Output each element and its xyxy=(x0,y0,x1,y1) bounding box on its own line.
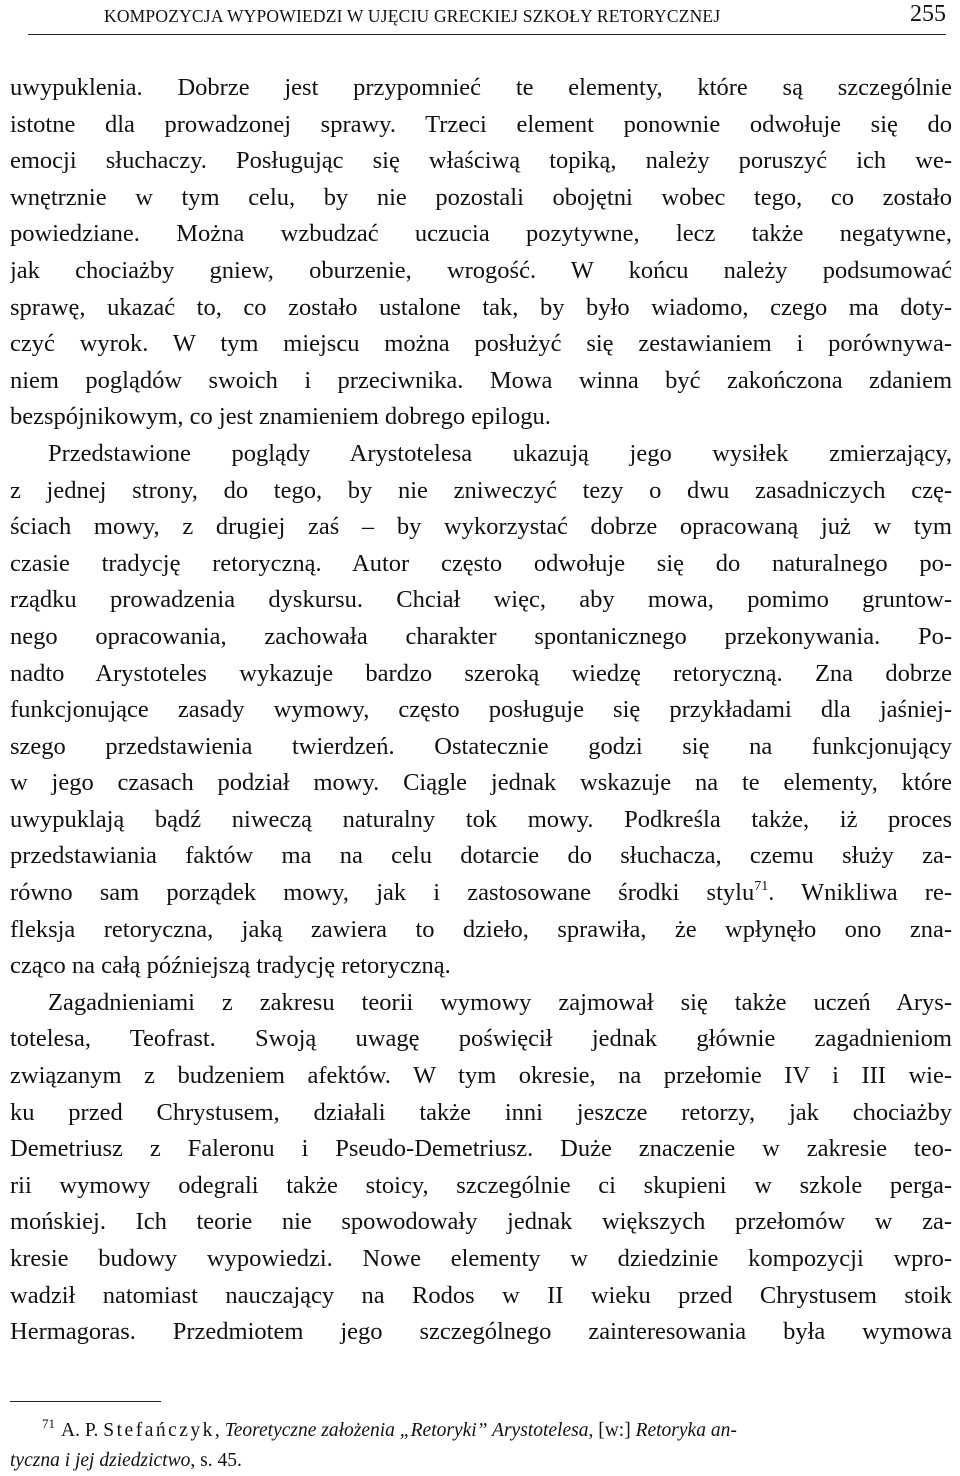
text-line: wadził natomiast nauczający na Rodos w II wieku przed Chrystusem stoik xyxy=(10,1281,952,1309)
text-line: nego opracowania, zachowała charakter spontanicznego przekonywania. Po- xyxy=(10,622,952,650)
text-line: uwypuklają bądź niweczą naturalny tok mowy. Podkreśla także, iż proces xyxy=(10,805,952,833)
text-line: Hermagoras. Przedmiotem jego szczególnego zainteresowania była wymowa xyxy=(10,1318,952,1346)
footnote-book-title: tyczna i jej dziedzictwo xyxy=(10,1450,191,1471)
body-text xyxy=(10,70,952,1351)
text-line: fleksja retoryczna, jaką zawiera to dzieło, sprawiła, że wpłynęło ono zna- xyxy=(10,915,952,943)
text-line: rii wymowy odegrali także stoicy, szczególnie ci skupieni w szkole perga- xyxy=(10,1171,952,1199)
text-line: rządku prowadzenia dyskursu. Chciał więc, aby mowa, pomimo gruntow- xyxy=(10,586,952,614)
text-line: emocji słuchaczy. Posługując się właściwą topiką, należy poruszyć ich we- xyxy=(10,147,952,175)
footnote-pages: , s. 45. xyxy=(190,1450,242,1471)
text-line: istotne dla prowadzonej sprawy. Trzeci element ponownie odwołuje się do xyxy=(10,110,952,138)
running-title: KOMPOZYCJA WYPOWIEDZI W UJĘCIU GRECKIEJ SZKOŁY RETORYCZNEJ xyxy=(104,6,721,26)
page-number: 255 xyxy=(910,1,946,27)
footnote-separator: , [w:] xyxy=(588,1420,631,1441)
footnote-title: Teoretyczne założenia „Retoryki” Arystotelesa xyxy=(224,1420,589,1441)
text-line: ku przed Chrystusem, działali także inni jeszcze retorzy, jak chociażby xyxy=(10,1098,952,1126)
text-line-with-footnote xyxy=(10,875,952,912)
paragraph-first-line: Przedstawione poglądy Arystotelesa ukazują jego wysiłek zmierzający, xyxy=(48,439,952,467)
text-line: uwypuklenia. Dobrze jest przypomnieć te elementy, które są szczególnie xyxy=(10,74,952,101)
footnote-number: 71 xyxy=(42,1416,55,1431)
text-line: powiedziane. Można wzbudzać uczucia pozytywne, lecz także negatywne, xyxy=(10,220,952,248)
text-line: z jednej strony, do tego, by nie zniweczyć tezy o dwu zasadniczych czę- xyxy=(10,476,952,504)
text-line: wnętrznie w tym celu, by nie pozostali obojętni wobec tego, co zostało xyxy=(10,183,952,211)
text-line: niem poglądów swoich i przeciwnika. Mowa winna być zakończona zdaniem xyxy=(10,366,952,394)
footnote-book-title: Retoryka an- xyxy=(635,1420,737,1441)
text-line: nadto Arystoteles wykazuje bardzo szeroką wiedzę retoryczną. Zna dobrze xyxy=(10,659,952,687)
text-segment: równo sam porządek mowy, jak i zastosowane środki stylu xyxy=(10,879,755,907)
text-line: czasie tradycję retoryczną. Autor często odwołuje się do naturalnego po- xyxy=(10,549,952,577)
paragraph-first-line: Zagadnieniami z zakresu teorii wymowy zajmował się także uczeń Arys- xyxy=(48,988,952,1016)
footnote-line xyxy=(10,1446,948,1476)
text-line: czyć wyrok. W tym miejscu można posłużyć się zestawianiem i porównywa- xyxy=(10,330,952,358)
text-line: w jego czasach podział mowy. Ciągle jednak wskazuje na te elementy, które xyxy=(10,769,952,797)
footnote-author-surname: Stefańczyk xyxy=(103,1420,215,1441)
text-line: ściach mowy, z drugiej zaś – by wykorzystać dobrze opracowaną już w tym xyxy=(10,513,952,541)
text-line: bezspójnikowym, co jest znamieniem dobrego epilogu. xyxy=(10,403,551,431)
text-line: funkcjonujące zasady wymowy, często posługuje się przykładami dla jaśniej- xyxy=(10,696,952,724)
text-line: Demetriusz z Faleronu i Pseudo-Demetriusz. Duże znaczenie w zakresie teo- xyxy=(10,1135,952,1163)
text-segment: . Wnikliwa re- xyxy=(768,879,952,907)
text-line: szego przedstawienia twierdzeń. Ostatecznie godzi się na funkcjonujący xyxy=(10,732,952,760)
footnote-divider xyxy=(10,1401,161,1402)
text-line: jak chociażby gniew, oburzenie, wrogość. W końcu należy podsumować xyxy=(10,256,952,284)
footnote-author-initials: A. P. xyxy=(61,1420,99,1441)
text-line: kresie budowy wypowiedzi. Nowe elementy w dziedzinie kompozycji wpro- xyxy=(10,1245,952,1272)
text-line: przedstawiania faktów ma na celu dotarcie do słuchacza, czemu służy za- xyxy=(10,842,952,870)
text-line: cząco na całą późniejszą tradycję retoryczną. xyxy=(10,952,451,980)
text-line: mońskiej. Ich teorie nie spowodowały jednak większych przełomów w za- xyxy=(10,1208,952,1236)
footnote xyxy=(10,1416,948,1476)
text-line: sprawę, ukazać to, co zostało ustalone tak, by było wiadomo, czego ma doty- xyxy=(10,293,952,321)
footnote-reference[interactable]: 71 xyxy=(754,879,769,895)
running-header xyxy=(28,0,946,35)
text-line: totelesa, Teofrast. Swoją uwagę poświęcił jednak głównie zagadnieniom xyxy=(10,1025,952,1053)
footnote-line xyxy=(10,1416,948,1446)
text-line: związanym z budzeniem afektów. W tym okresie, na przełomie IV i III wie- xyxy=(10,1062,952,1090)
footnote-separator: , xyxy=(214,1420,220,1441)
